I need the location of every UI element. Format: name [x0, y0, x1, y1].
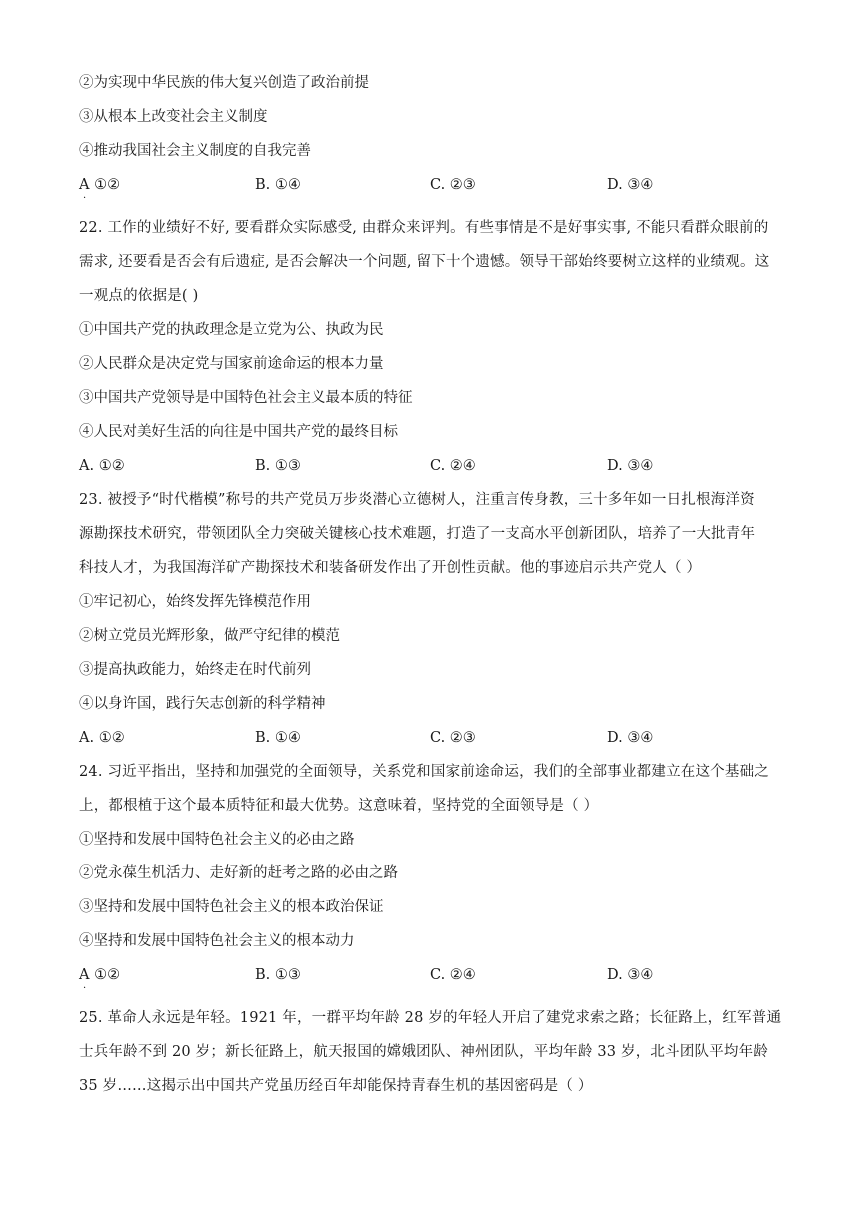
q24-stem-line-2: 上，都根植于这个最本质特征和最大优势。这意味着，坚持党的全面领导是（ ） — [79, 798, 599, 814]
q24-stem-line-1: 24. 习近平指出，坚持和加强党的全面领导，关系党和国家前途命运，我们的全部事业都建立在这个基础之 — [79, 764, 769, 780]
q23-stem-line-2: 源勘探技术研究，带领团队全力突破关键核心技术难题，打造了一支高水平创新团队，培养了一大批青年 — [79, 526, 756, 542]
q21-option-a: A ①② — [79, 177, 121, 193]
q23-option-d: D. ③④ — [607, 730, 654, 746]
q24-item-3: ③坚持和发展中国特色社会主义的根本政治保证 — [79, 899, 384, 915]
q23-item-3: ③提高执政能力，始终走在时代前列 — [79, 662, 311, 678]
q24-option-a: A ①② — [79, 967, 121, 983]
q25-stem-line-2: 士兵年龄不到 20 岁；新长征路上，航天报国的嫦娥团队、神州团队，平均年龄 33 岁，北斗团队平均年龄 — [79, 1044, 769, 1060]
q23-options — [79, 728, 779, 748]
q23-option-c: C. ②③ — [430, 730, 476, 746]
q22-item-1: ①中国共产党的执政理念是立党为公、执政为民 — [79, 322, 384, 338]
q21-item-2: ②为实现中华民族的伟大复兴创造了政治前提 — [79, 75, 369, 91]
q21-option-b: B. ①④ — [255, 177, 301, 193]
emphasis-dot: · — [83, 983, 87, 994]
q25-stem-line-3: 35 岁……这揭示出中国共产党虽历经百年却能保持青春生机的基因密码是（ ） — [79, 1078, 593, 1094]
q22-item-4: ④人民对美好生活的向往是中国共产党的最终目标 — [79, 424, 398, 440]
q22-item-2: ②人民群众是决定党与国家前途命运的根本力量 — [79, 356, 384, 372]
q23-option-b: B. ①④ — [255, 730, 301, 746]
q21-option-d: D. ③④ — [607, 177, 654, 193]
q24-item-4: ④坚持和发展中国特色社会主义的根本动力 — [79, 933, 355, 949]
q22-option-d: D. ③④ — [607, 458, 654, 474]
q22-stem-line-2: 需求, 还要看是否会有后遗症, 是否会解决一个问题, 留下十个遗憾。领导干部始终要树立这样的业绩观。这 — [79, 254, 770, 270]
q24-option-d: D. ③④ — [607, 967, 654, 983]
q24-option-c: C. ②④ — [430, 967, 476, 983]
q21-option-c: C. ②③ — [430, 177, 476, 193]
q23-option-a: A. ①② — [79, 730, 125, 746]
q22-stem-line-1: 22. 工作的业绩好不好, 要看群众实际感受, 由群众来评判。有些事情是不是好事实事, 不能只看群众眼前的 — [79, 220, 769, 236]
q23-item-1: ①牢记初心，始终发挥先锋模范作用 — [79, 594, 311, 610]
q22-stem-line-3: 一观点的依据是( ) — [79, 288, 199, 304]
q23-item-4: ④以身许国，践行矢志创新的科学精神 — [79, 696, 326, 712]
q21-item-4: ④推动我国社会主义制度的自我完善 — [79, 143, 311, 159]
q24-item-2: ②党永葆生机活力、走好新的赶考之路的必由之路 — [79, 865, 398, 881]
q24-item-1: ①坚持和发展中国特色社会主义的必由之路 — [79, 832, 355, 848]
q24-option-b: B. ①③ — [255, 967, 301, 983]
q21-item-3: ③从根本上改变社会主义制度 — [79, 109, 268, 125]
q25-stem-line-1: 25. 革命人永远是年轻。1921 年，一群平均年龄 28 岁的年轻人开启了建党求索之路；长征路上，红军普通 — [79, 1010, 782, 1026]
q22-option-c: C. ②④ — [430, 458, 476, 474]
q23-stem-line-3: 科技人才，为我国海洋矿产勘探技术和装备研发作出了开创性贡献。他的事迹启示共产党人（ ） — [79, 560, 702, 576]
emphasis-dot: · — [83, 193, 87, 204]
q23-item-2: ②树立党员光辉形象，做严守纪律的模范 — [79, 628, 340, 644]
q22-option-b: B. ①③ — [255, 458, 301, 474]
q22-item-3: ③中国共产党领导是中国特色社会主义最本质的特征 — [79, 390, 413, 406]
q22-options — [79, 456, 779, 476]
q23-stem-line-1: 23. 被授予“时代楷模”称号的共产党员万步炎潜心立德树人，注重言传身教，三十多年如一日扎根海洋资 — [79, 492, 755, 508]
q21-options — [79, 175, 779, 204]
q24-options — [79, 965, 779, 994]
q22-option-a: A. ①② — [79, 458, 125, 474]
